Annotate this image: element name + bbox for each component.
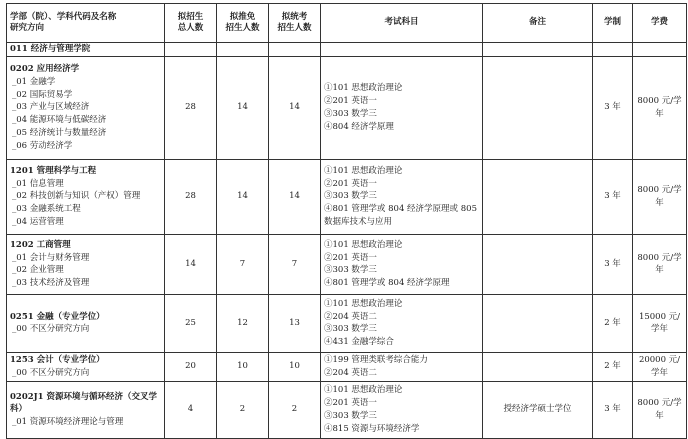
tuition-cell: 20000 元/学年: [633, 352, 687, 381]
notes-cell: [483, 234, 593, 294]
direction-item: _00 不区分研究方向: [12, 324, 90, 335]
exempt-cell: 12: [217, 294, 269, 352]
subject-item: ④804 经济学原理: [324, 121, 394, 132]
exempt-cell: 10: [217, 352, 269, 381]
direction-item: _03 技术经济及管理: [12, 278, 90, 288]
table-row: [7, 294, 687, 352]
subjects-cell: [321, 294, 483, 352]
notes-cell: [483, 294, 593, 352]
subject-item: ③303 数学三: [324, 108, 377, 119]
direction-item: _04 运营管理: [12, 216, 64, 227]
admissions-table: [6, 3, 687, 439]
program-name: 1202 工商管理: [10, 239, 71, 250]
table-row: [7, 381, 687, 438]
exempt-cell: 7: [217, 234, 269, 294]
total-cell: 4: [165, 381, 217, 438]
header-total: 拟招生 总人数: [165, 4, 217, 43]
direction-item: _03 产业与区域经济: [12, 102, 90, 113]
table-header-row: [7, 4, 687, 43]
subject-item: ②201 英语一: [324, 252, 377, 263]
subject-item: ①101 思想政治理论: [324, 385, 403, 396]
subject-item: ④815 资源与环境经济学: [324, 423, 420, 434]
program-name: 0202 应用经济学: [10, 64, 80, 75]
subjects-cell: [321, 159, 483, 234]
tuition-cell: 8000 元/学年: [633, 56, 687, 159]
header-notes: 备注: [483, 4, 593, 43]
direction-item: _01 金融学: [12, 76, 56, 87]
tuition-cell: 8000 元/学年: [633, 159, 687, 234]
direction-item: _01 会计与财务管理: [12, 252, 90, 263]
table-row: [7, 159, 687, 234]
total-cell: 20: [165, 352, 217, 381]
table-row: [7, 352, 687, 381]
program-name-continued: 科）: [10, 404, 28, 415]
exam-cell: 14: [269, 56, 321, 159]
program-name: 0251 金融（专业学位）: [10, 311, 105, 322]
program-name: 1253 会计（专业学位）: [10, 355, 105, 365]
subject-item: ①101 思想政治理论: [324, 165, 403, 176]
subjects-cell: [321, 56, 483, 159]
subject-item: ④801 管理学或 804 经济学原理: [324, 278, 450, 288]
tuition-cell: 8000 元/学年: [633, 381, 687, 438]
direction-item: _04 能源环境与低碳经济: [12, 115, 107, 126]
direction-item: _02 科技创新与知识（产权）管理: [12, 191, 141, 202]
notes-cell: 授经济学硕士学位: [483, 381, 593, 438]
program-name: 0202J1 资源环境与循环经济（交叉学: [10, 391, 158, 402]
program-cell: [7, 381, 165, 438]
exempt-cell: 14: [217, 159, 269, 234]
duration-cell: 2 年: [593, 352, 633, 381]
header-program: 学部（院）、学科代码及名称 研究方向: [7, 4, 165, 43]
subject-item: ②204 英语二: [324, 311, 377, 322]
header-duration: 学制: [593, 4, 633, 43]
admissions-table-container: [6, 3, 686, 434]
subject-item: ②201 英语一: [324, 398, 377, 408]
exam-cell: 13: [269, 294, 321, 352]
header-exam: 拟统考 招生人数: [269, 4, 321, 43]
direction-item: _05 经济统计与数量经济: [12, 127, 107, 138]
subject-item: ①199 管理类联考综合能力: [324, 355, 428, 365]
direction-item: _01 资源环境经济理论与管理: [12, 417, 124, 428]
direction-item: _01 信息管理: [12, 178, 64, 189]
exam-cell: 7: [269, 234, 321, 294]
notes-cell: [483, 56, 593, 159]
header-subjects: 考试科目: [321, 4, 483, 43]
exam-cell: 2: [269, 381, 321, 438]
subject-item: ④431 金融学综合: [324, 337, 394, 347]
duration-cell: 3 年: [593, 381, 633, 438]
direction-item: _02 国际贸易学: [12, 89, 73, 100]
subject-item: 数据库技术与应用: [324, 216, 393, 227]
program-cell: [7, 352, 165, 381]
subject-item: ③303 数学三: [324, 324, 377, 335]
table-row: [7, 234, 687, 294]
subject-item: ①101 思想政治理论: [324, 239, 403, 250]
header-exempt: 拟推免 招生人数: [217, 4, 269, 43]
exempt-cell: 2: [217, 381, 269, 438]
notes-cell: [483, 159, 593, 234]
program-cell: [7, 234, 165, 294]
direction-item: _03 金融系统工程: [12, 204, 81, 215]
total-cell: 25: [165, 294, 217, 352]
direction-item: _02 企业管理: [12, 265, 64, 276]
subjects-cell: [321, 234, 483, 294]
program-cell: [7, 294, 165, 352]
subject-item: ③303 数学三: [324, 265, 377, 276]
direction-item: _00 不区分研究方向: [12, 367, 90, 378]
total-cell: 28: [165, 159, 217, 234]
notes-cell: [483, 352, 593, 381]
exam-cell: 10: [269, 352, 321, 381]
table-row: [7, 56, 687, 159]
direction-item: _06 劳动经济学: [12, 140, 73, 151]
subject-item: ④801 管理学或 804 经济学原理或 805: [324, 204, 477, 215]
school-row: [7, 43, 687, 57]
duration-cell: 3 年: [593, 56, 633, 159]
subject-item: ③303 数学三: [324, 410, 377, 421]
program-cell: [7, 159, 165, 234]
tuition-cell: 8000 元/学年: [633, 234, 687, 294]
subject-item: ①101 思想政治理论: [324, 83, 403, 94]
header-tuition: 学费: [633, 4, 687, 43]
exempt-cell: 14: [217, 56, 269, 159]
total-cell: 28: [165, 56, 217, 159]
subject-item: ③303 数学三: [324, 191, 377, 202]
tuition-cell: 15000 元/学年: [633, 294, 687, 352]
total-cell: 14: [165, 234, 217, 294]
duration-cell: 3 年: [593, 234, 633, 294]
subject-item: ②204 英语二: [324, 367, 377, 378]
school-name: 011 经济与管理学院: [7, 43, 165, 57]
duration-cell: 2 年: [593, 294, 633, 352]
subject-item: ①101 思想政治理论: [324, 298, 403, 309]
duration-cell: 3 年: [593, 159, 633, 234]
subject-item: ②201 英语一: [324, 178, 377, 189]
subject-item: ②201 英语一: [324, 96, 377, 106]
program-cell: [7, 56, 165, 159]
exam-cell: 14: [269, 159, 321, 234]
subjects-cell: [321, 381, 483, 438]
program-name: 1201 管理科学与工程: [10, 165, 97, 176]
subjects-cell: [321, 352, 483, 381]
